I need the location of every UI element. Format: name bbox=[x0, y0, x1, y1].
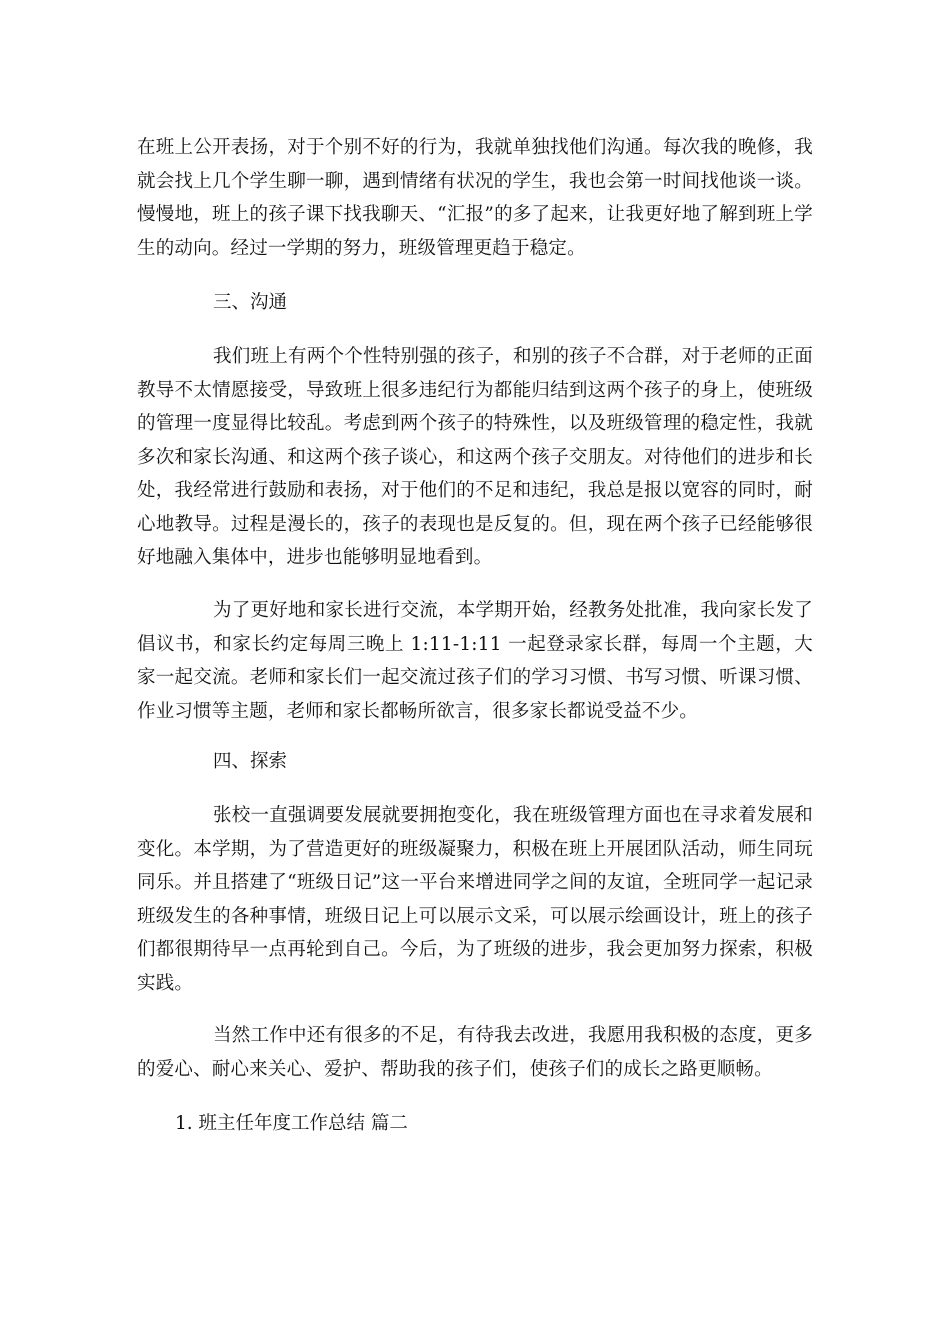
paragraph-communication-followup: 在班上公开表扬，对于个别不好的行为，我就单独找他们沟通。每次我的晚修，我就会找上几个学生聊一聊，遇到情绪有状况的学生，我也会第一时间找他谈一谈。慢慢地，班上的孩子课下找我聊天、“汇报”的多了起来，让我更好地了解到班上学生的动向。经过一学期的努力，班级管理更趋于稳定。 bbox=[137, 137, 813, 259]
section-heading-exploration: 四、探索 bbox=[213, 751, 288, 772]
paragraph-two-children: 我们班上有两个个性特别强的孩子，和别的孩子不合群，对于老师的正面教导不太情愿接受，导致班上很多违纪行为都能归结到这两个孩子的身上，使班级的管理一度显得比较乱。考虑到两个孩子的特殊性，以及班级管理的稳定性，我就多次和家长沟通、和这两个孩子谈心，和这两个孩子交朋友。对待他们的进步和长处，我经常进行鼓励和表扬，对于他们的不足和违纪，我总是报以宽容的同时，耐心地教导。过程是漫长的，孩子的表现也是反复的。但，现在两个孩子已经能够很好地融入集体中，进步也能够明显地看到。 bbox=[137, 346, 813, 568]
section-heading-communication: 三、沟通 bbox=[213, 292, 288, 313]
paragraph-exploration: 张校一直强调要发展就要拥抱变化，我在班级管理方面也在寻求着发展和变化。本学期，为了营造更好的班级凝聚力，积极在班上开展团队活动，师生同玩同乐。并且搭建了“班级日记”这一平台来增进同学之间的友谊，全班同学一起记录班级发生的各种事情，班级日记上可以展示文采，可以展示绘画设计，班上的孩子们都很期待早一点再轮到自己。今后，为了班级的进步，我会更加努力探索，积极实践。 bbox=[137, 805, 813, 994]
paragraph-conclusion: 当然工作中还有很多的不足，有待我去改进，我愿用我积极的态度，更多的爱心、耐心来关心、爱护、帮助我的孩子们，使孩子们的成长之路更顺畅。 bbox=[137, 1025, 813, 1080]
paragraph-parent-communication: 为了更好地和家长进行交流，本学期开始，经教务处批准，我向家长发了倡议书，和家长约定每周三晚上 1:11-1:11 一起登录家长群，每周一个主题，大家一起交流。老师和家长们一起交流过孩子们的学习习惯、书写习惯、听课习惯、作业习惯等主题，老师和家长都畅所欲言，很多家长都说受益不少。 bbox=[137, 600, 813, 722]
list-heading-part-two: 1. 班主任年度工作总结 篇二 bbox=[175, 1113, 408, 1134]
